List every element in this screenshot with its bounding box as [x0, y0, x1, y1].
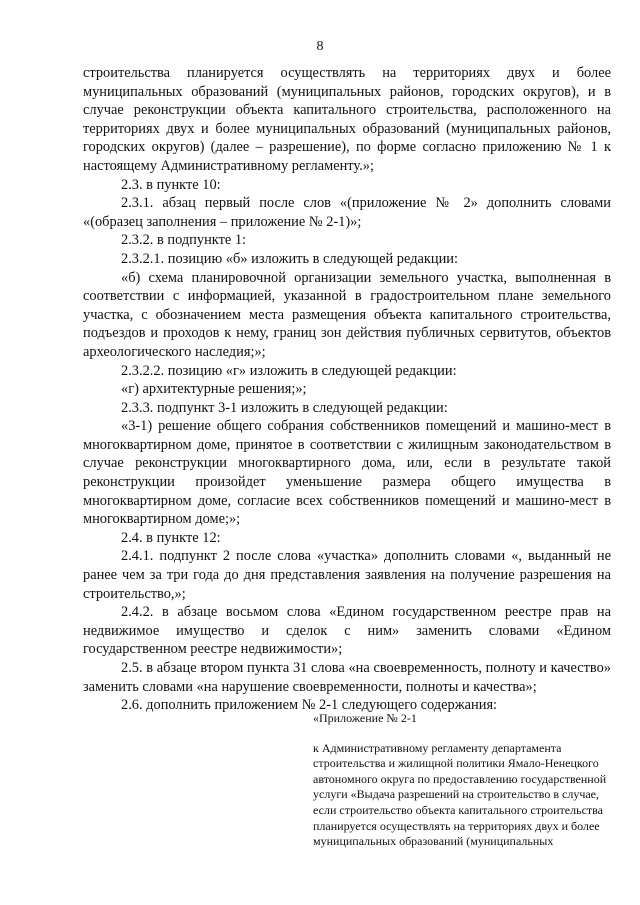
- paragraph-11: 2.4. в пункте 12:: [121, 529, 221, 546]
- paragraph-8: «г) архитектурные решения;»;: [121, 381, 307, 398]
- paragraph-6: «б) схема планировочной организации земельного участка, выполненная в соответствии с информацией, указанной в градостроительном плане земельного участка, с обозначением места размещения объекта капитального строительства, подъездов и проходов к нему, границ зон действия публичных сервитутов, объектов археологического наследия;»;: [83, 269, 611, 360]
- paragraph-13: 2.4.2. в абзаце восьмом слова «Едином государственном реестре прав на недвижимое имущество и сделок с ним» заменить словами «Едином государственном реестре недвижимости»;: [83, 604, 611, 658]
- paragraph-4: 2.3.2. в подпункте 1:: [121, 232, 247, 249]
- paragraph-10: «3-1) решение общего собрания собственников помещений и машино-мест в многоквартирном доме, принятое в соответствии с жилищным законодательством в случае реконструкции многоквартирного дома, или, если в результате такой реконструкции произойдет уменьшение размера общего имущества в многоквартирном доме, согласие всех собственников помещений и машино-мест в многоквартирном доме;»;: [83, 418, 611, 528]
- document-body: [83, 64, 611, 715]
- paragraph-5: 2.3.2.1. позицию «б» изложить в следующей редакции:: [121, 250, 458, 267]
- appendix-block: [313, 711, 613, 850]
- paragraph-9: 2.3.3. подпункт 3-1 изложить в следующей редакции:: [121, 399, 448, 416]
- paragraph-3: 2.3.1. абзац первый после слов «(приложение № 2» дополнить словами «(образец заполнения – приложение № 2-1)»;: [83, 195, 611, 230]
- appendix-title: «Приложение № 2-1: [313, 711, 417, 725]
- appendix-text: к Административному регламенту департамента строительства и жилищной политики Ямало-Ненецкого автономного округа по предоставлению государственной услуги «Выдача разрешений на строительство в случае, если строительство объекта капитального строительства планируется осуществлять на территориях двух и более муниципальных образований (муниципальных: [313, 740, 607, 849]
- paragraph-7: 2.3.2.2. позицию «г» изложить в следующей редакции:: [121, 362, 457, 379]
- page-number: 8: [316, 39, 324, 54]
- paragraph-15: 2.6. дополнить приложением № 2-1 следующего содержания:: [121, 697, 498, 714]
- paragraph-12: 2.4.1. подпункт 2 после слова «участка» дополнить словами «, выданный не ранее чем за три года до дня представления заявления на получение разрешения на строительство,»;: [83, 548, 611, 602]
- paragraph-1: строительства планируется осуществлять на территориях двух и более муниципальных образований (муниципальных районов, городских округов), и в случае реконструкции объекта капитального строительства, расположенного на территориях двух и более муниципальных образований (муниципальных районов, городских округов) (далее – разрешение), по форме согласно приложению № 1 к настоящему Административному регламенту.»;: [83, 65, 611, 174]
- paragraph-2: 2.3. в пункте 10:: [121, 176, 221, 193]
- paragraph-14: 2.5. в абзаце втором пункта 31 слова «на своевременность, полноту и качество» заменить словами «на нарушение своевременности, полноты и качества»;: [83, 660, 611, 695]
